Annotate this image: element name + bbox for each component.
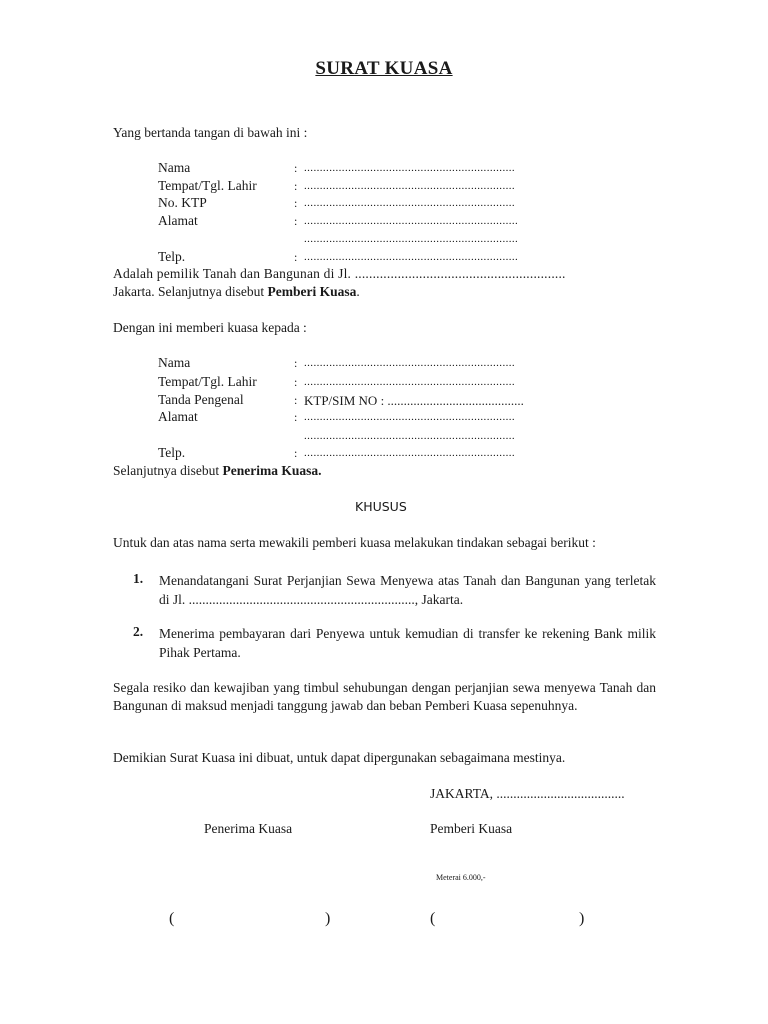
field-colon: : bbox=[294, 393, 298, 407]
field-value: .................................................................... bbox=[304, 233, 519, 245]
field-label: Alamat bbox=[158, 409, 198, 424]
field-value: ................................................................... bbox=[304, 180, 516, 192]
giver-paren-close: ) bbox=[579, 910, 585, 927]
intro-text: Yang bertanda tangan di bawah ini : bbox=[113, 125, 308, 140]
field-value: KTP/SIM NO : .......................................... bbox=[304, 393, 524, 408]
field-label: Nama bbox=[158, 355, 191, 370]
receiver-paren-open: ( bbox=[169, 910, 175, 927]
field-colon: : bbox=[294, 250, 298, 264]
field-value: .................................................................... bbox=[304, 251, 519, 263]
field-value: .................................................................... bbox=[304, 215, 519, 227]
actions-intro: Untuk dan atas nama serta mewakili pemberi kuasa melakukan tindakan sebagai berikut : bbox=[113, 535, 596, 550]
owner-city-text: Jakarta. Selanjutnya disebut bbox=[113, 284, 268, 299]
field-label: Telp. bbox=[158, 249, 186, 264]
receiver-role-bold: Penerima Kuasa. bbox=[222, 463, 322, 478]
closing-text: Demikian Surat Kuasa ini dibuat, untuk dapat dipergunakan sebagaimana mestinya. bbox=[113, 750, 566, 765]
owner-end: . bbox=[356, 284, 360, 299]
field-value: ................................................................... bbox=[304, 411, 516, 423]
field-label: Nama bbox=[158, 160, 191, 175]
field-colon: : bbox=[294, 375, 298, 389]
field-label: Telp. bbox=[158, 445, 186, 460]
field-label: No. KTP bbox=[158, 195, 207, 210]
field-value: ................................................................... bbox=[304, 357, 516, 369]
field-label: Tempat/Tgl. Lahir bbox=[158, 178, 257, 193]
list-text: Menandatangani Surat Perjanjian Sewa Menyewa atas Tanah dan Bangunan yang terletak di Jl. ..................................................................., Jakarta. bbox=[159, 573, 656, 607]
owner-line: Adalah pemilik Tanah dan Bangunan di Jl. ........................................................... bbox=[113, 266, 566, 281]
field-value: ................................................................... bbox=[304, 162, 516, 174]
receiver-after-line bbox=[113, 463, 321, 479]
giver-role-bold: Pemberi Kuasa bbox=[267, 284, 357, 299]
field-label: Alamat bbox=[158, 213, 198, 228]
receiver-after-text: Selanjutnya disebut bbox=[113, 463, 223, 478]
stamp-note: Meterai 6.000,- bbox=[436, 873, 486, 882]
field-value: ................................................................... bbox=[304, 197, 516, 209]
owner-city-line bbox=[113, 284, 360, 300]
field-colon: : bbox=[294, 196, 298, 210]
list-number: 1. bbox=[133, 571, 144, 586]
receiver-paren-close: ) bbox=[325, 910, 331, 927]
place-date: JAKARTA, ...................................... bbox=[430, 786, 625, 801]
risk-paragraph: Segala resiko dan kewajiban yang timbul sehubungan dengan perjanjian sewa menyewa Tanah dan Bangunan di maksud menjadi tanggung jawab dan beban Pemberi Kuasa sepenuhnya. bbox=[113, 680, 656, 713]
field-label: Tempat/Tgl. Lahir bbox=[158, 374, 257, 389]
field-label: Tanda Pengenal bbox=[158, 392, 244, 407]
field-value: ................................................................... bbox=[304, 447, 516, 459]
giver-signature-label: Pemberi Kuasa bbox=[430, 821, 513, 836]
list-number: 2. bbox=[133, 624, 144, 639]
field-colon: : bbox=[294, 446, 298, 460]
field-value: ................................................................... bbox=[304, 376, 516, 388]
grant-intro: Dengan ini memberi kuasa kepada : bbox=[113, 320, 307, 335]
field-colon: : bbox=[294, 161, 298, 175]
special-heading: KHUSUS bbox=[355, 499, 407, 514]
field-colon: : bbox=[294, 410, 298, 424]
field-colon: : bbox=[294, 356, 298, 370]
list-text: Menerima pembayaran dari Penyewa untuk kemudian di transfer ke rekening Bank milik Pihak Pertama. bbox=[159, 626, 656, 660]
giver-paren-open: ( bbox=[430, 910, 436, 927]
receiver-signature-label: Penerima Kuasa bbox=[204, 821, 293, 836]
field-value: ................................................................... bbox=[304, 430, 516, 442]
field-colon: : bbox=[294, 179, 298, 193]
field-colon: : bbox=[294, 214, 298, 228]
page-title: SURAT KUASA bbox=[315, 58, 453, 79]
